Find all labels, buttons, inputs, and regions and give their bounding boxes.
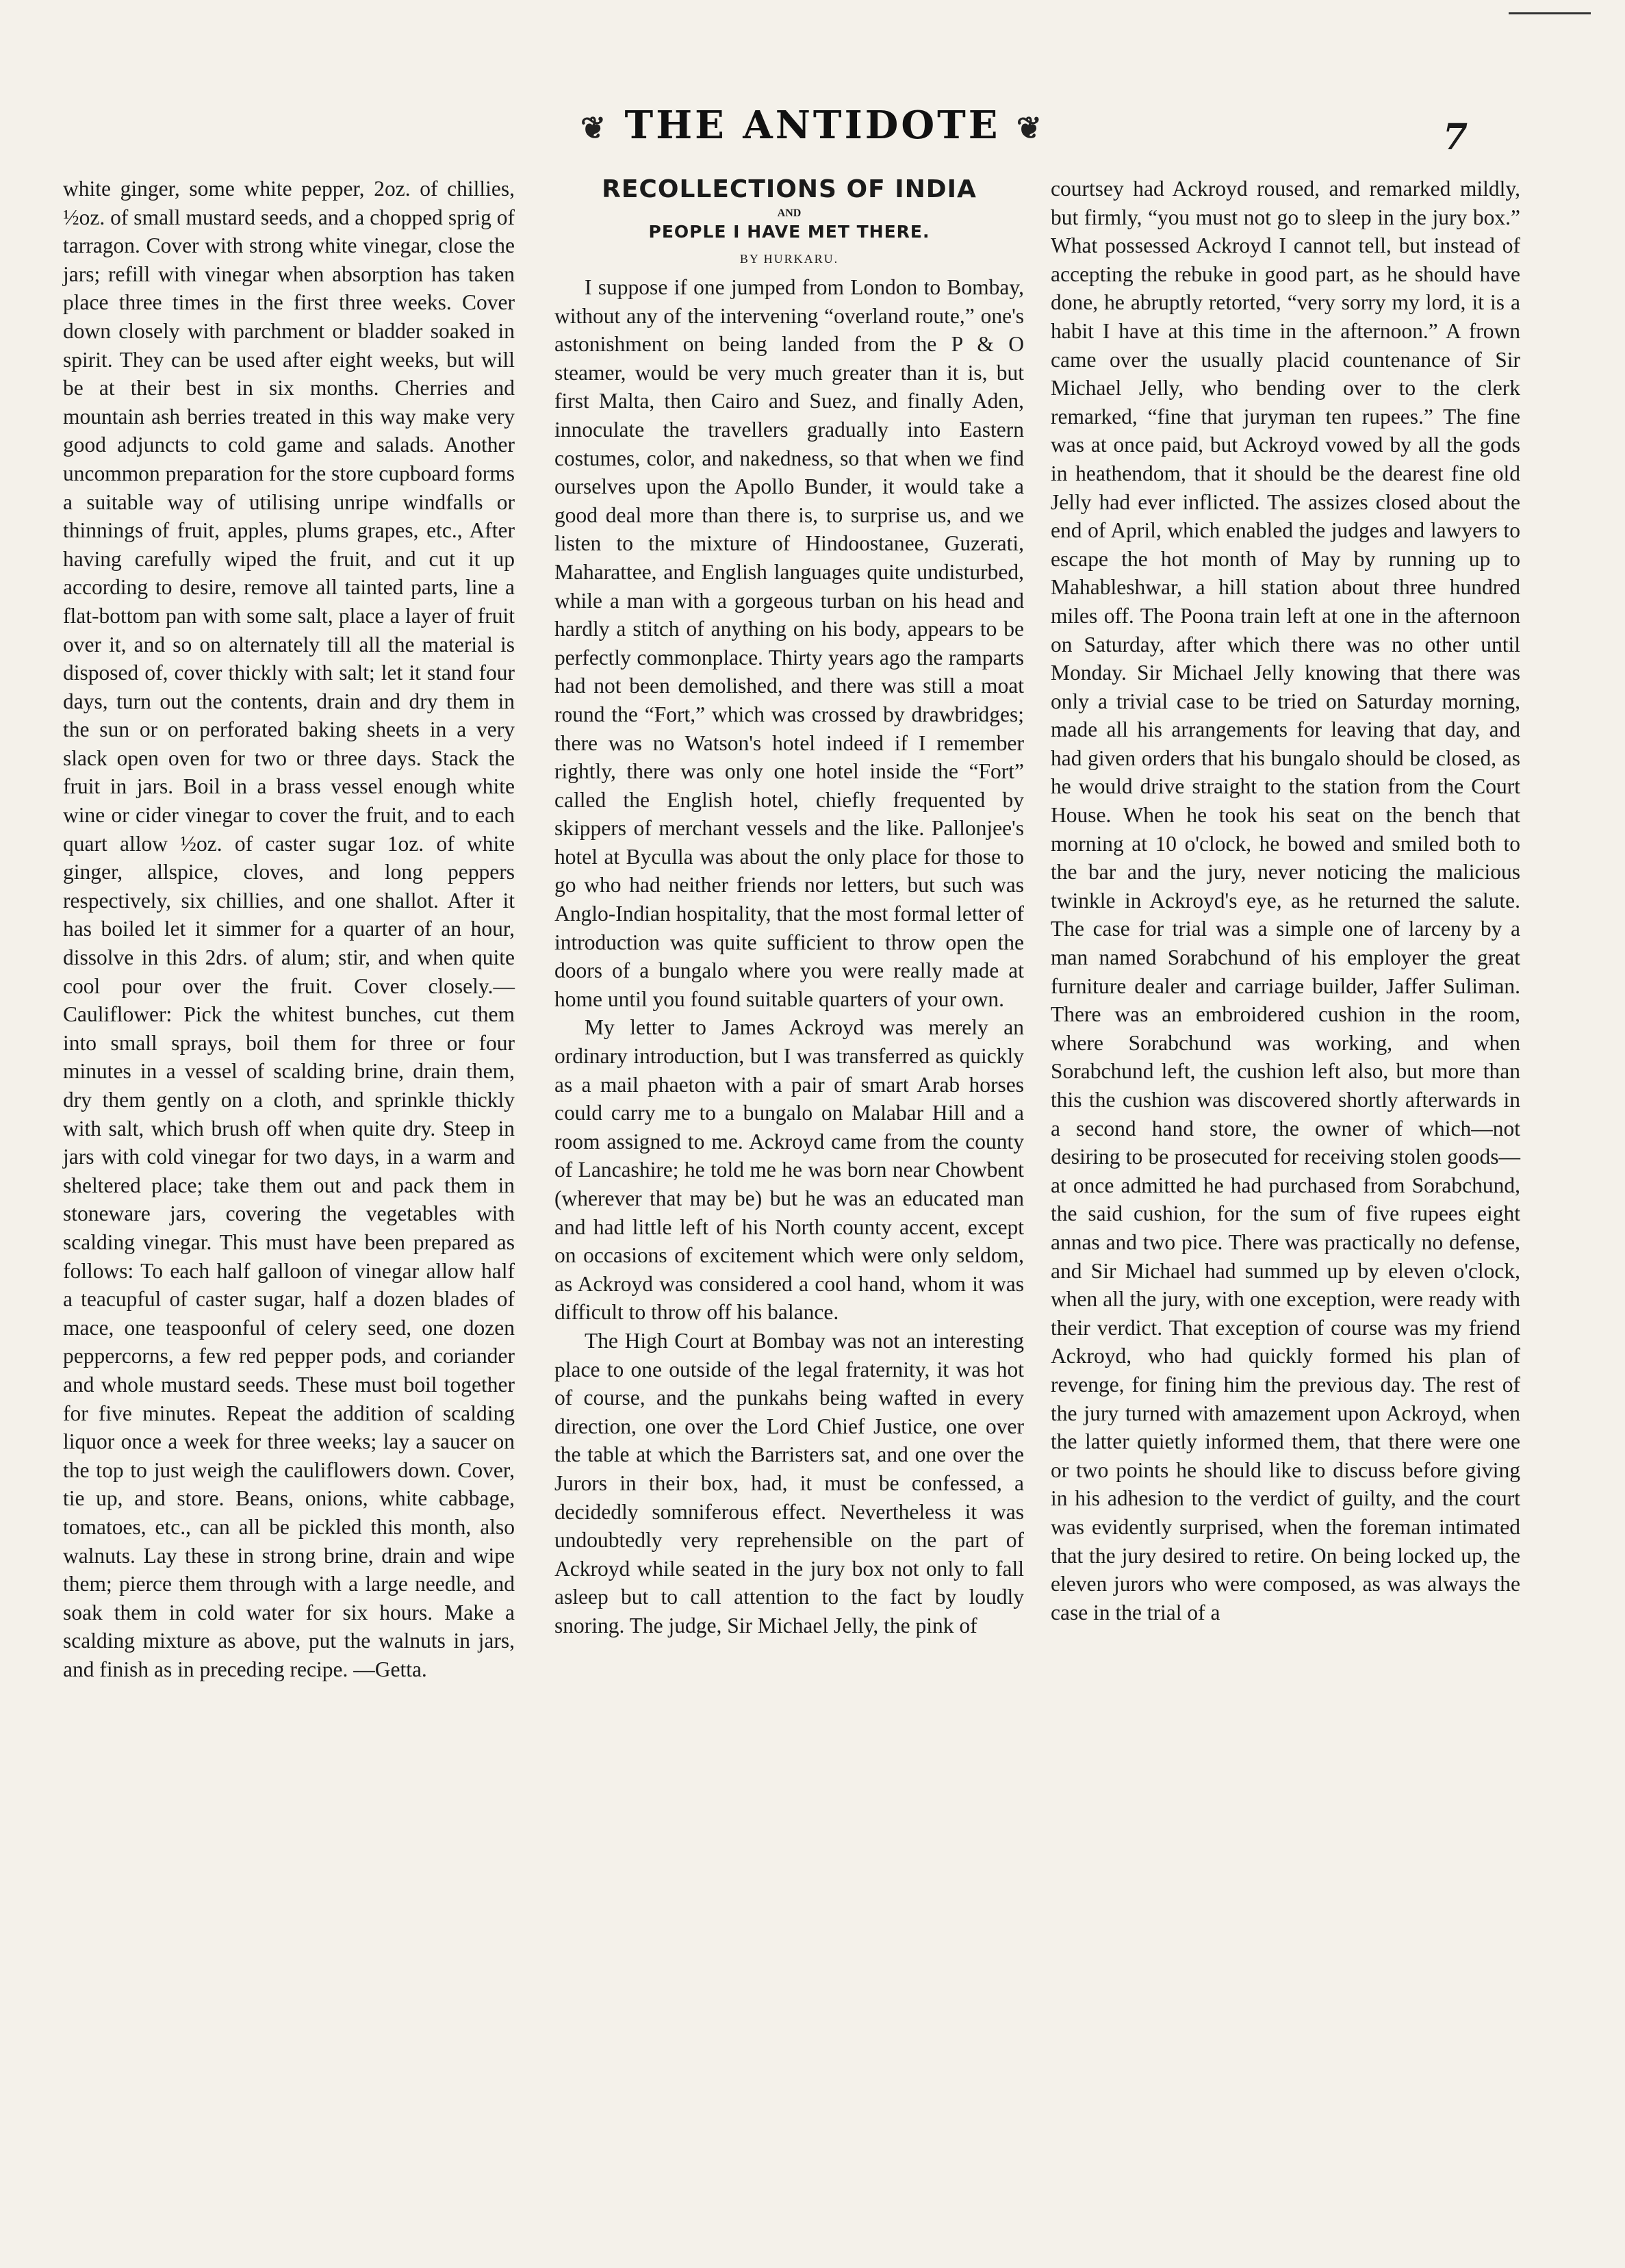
page-number: 7: [1442, 116, 1468, 158]
top-corner-rule: [1509, 12, 1591, 14]
masthead: [0, 103, 1625, 185]
article-paragraph: My letter to James Ackroyd was merely an ordinary introduction, but I was transferred as quickly as a mail phaeton with a pair of smart Arab horses could carry me to a bungalo on Malabar Hill and a room assigned to me. Ackroyd came from the county of Lancashire; he told me he was born near Chowbent (wherever that may be) but he was an educated man and had little left of his North county accent, except on occasions of excitement which were only seldom, as Ackroyd was considered a cool hand, whom it was difficult to throw off his balance.: [554, 1015, 1024, 1325]
column-article-continued: [1051, 175, 1520, 1627]
article-title-conjunction: AND: [777, 207, 802, 219]
article-paragraph: The High Court at Bombay was not an interesting place to one outside of the legal fraternity, it was hot of course, and the punkahs being wafted in every direction, one over the Lord Chief Justice, one over the table at which the Barristers sat, and one over the Jurors in their box, had, it must be confessed, a decidedly somniferous effect. Nevertheless it was undoubtedly very reprehensible on the part of Ackroyd while seated in the jury box not only to fall asleep but to call attention to the fact by loudly snoring. The judge, Sir Michael Jelly, the pink of: [554, 1328, 1024, 1638]
article-continued-text: courtsey had Ackroyd roused, and remarked mildly, but firmly, “you must not go to sleep in the jury box.” What possessed Ackroyd I cannot tell, but instead of accepting the rebuke in good part, as he should have done, he abruptly retorted, “very sorry my lord, it is a habit I have at this time in the afternoon.” A frown came over the usually placid countenance of Sir Michael Jelly, who bending over to the clerk remarked, “fine that juryman ten rupees.” The fine was at once paid, but Ackroyd vowed by all the gods in heathendom, that it should be the dearest fine old Jelly had ever inflicted. The assizes closed about the end of April, which enabled the judges and lawyers to escape the hot month of May by running up to Mahableshwar, a hill station about three hundred miles off. The Poona train left at one in the afternoon on Saturday, after which there was no other until Monday. Sir Michael Jelly knowing that there was only a trivial case to be tried on Saturday morning, made all his arrangements for leaving that day, and had given orders that his bungalo should be closed, as he would drive straight to the station from the Court House. When he took his seat on the bench that morning at 10 o'clock, he bowed and smiled both to the bar and the jury, never noticing the malicious twinkle in Ackroyd's eye, as he returned the salute. The case for trial was a simple one of larceny by a man named Sorabchund of his employer the great furniture dealer and carriage builder, Jaffer Suliman. There was an embroidered cushion in the room, where Sorabchund was working, and when Sorabchund left, the cushion left also, but more than this the cushion was discovered shortly afterwards in a second hand store, the owner of which—not desiring to be prosecuted for receiving stolen goods—at once admitted he had purchased from Sorabchund, the said cushion, for the sum of five rupees eight annas and two pice. There was practically no defense, and Sir Michael had summed up by eleven o'clock, when all the jury, with one exception, were ready with their verdict. That exception of course was my friend Ackroyd, who had quickly formed his plan of revenge, for fining him the previous day. The rest of the jury turned with amazement upon Ackroyd, when the latter quietly informed them, that there were one or two points he should like to discuss before giving in his adhesion to the verdict of guilty, and the court was evidently surprised, when the foreman intimated that the jury desired to retire. On being locked up, the eleven jurors who were composed, as was always the case in the trial of a: [1051, 177, 1520, 1624]
publication-title: THE ANTIDOTE: [624, 103, 1001, 148]
column-recipes: [63, 175, 515, 1683]
recipe-text: white ginger, some white pepper, 2oz. of chillies, ½oz. of small mustard seeds, and a chopped sprig of tarragon. Cover with strong white vinegar, close the jars; refill with vinegar when absorption has taken place three times in the first three weeks. Cover down closely with parchment or bladder soaked in spirit. They can be used after eight weeks, but will be at their best in six months. Cherries and mountain ash berries treated in this way make very good adjuncts to cold game and salads. Another uncommon preparation for the store cupboard forms a suitable way of utilising unripe windfalls or thinnings of fruit, apples, plums grapes, etc., After having carefully wiped the fruit, and cut it up according to desire, remove all tainted parts, line a flat-bottom pan with some salt, place a layer of fruit over it, and so on alternately till all the material is disposed of, cover thickly with salt; let it stand four days, turn out the contents, drain and dry them in the sun or on perforated baking sheets in a very slack open oven for two or three days. Stack the fruit in jars. Boil in a brass vessel enough white wine or cider vinegar to cover the fruit, and to each quart allow ½oz. of caster sugar 1oz. of white ginger, allspice, cloves, and long peppers respectively, six chillies, and one shallot. After it has boiled let it simmer for a quarter of an hour, dissolve in this 2drs. of alum; stir, and when quite cool pour over the fruit. Cover closely.—Cauliflower: Pick the whitest bunches, cut them into small sprays, boil them for three or four minutes in a vessel of scalding brine, drain them, dry them gently on a cloth, and sprinkle thickly with salt, which brush off when quite dry. Steep in jars with cold vinegar for two days, in a warm and sheltered place; take them out and pack them in stoneware jars, covering the vegetables with scalding vinegar. This must have been prepared as follows: To each half galloon of vinegar allow half a teacupful of caster sugar, half a dozen blades of mace, one teaspoonful of celery seed, one dozen peppercorns, a few red pepper pods, and coriander and whole mustard seeds. These must boil together for five minutes. Repeat the addition of scalding liquor once a week for three weeks; lay a saucer on the top to just weigh the cauliflowers down. Cover, tie up, and store. Beans, onions, white cabbage, tomatoes, etc., can all be pickled this month, also walnuts. Lay these in strong brine, drain and wipe them; pierce them through with a large needle, and soak them in cold water for six hours. Make a scalding mixture as above, put the walnuts in jars, and finish as in preceding recipe. —Getta.: [63, 177, 515, 1681]
right-ornament-icon: ❦: [1016, 111, 1045, 146]
article-paragraph: I suppose if one jumped from London to Bombay, without any of the intervening “overland route,” one's astonishment on being landed from the P & O steamer, would be very much greater than it is, but first Malta, then Cairo and Suez, and finally Aden, innoculate the travellers gradually into Eastern costumes, color, and nakedness, so that when we find ourselves upon the Apollo Bunder, it would take a good deal more than there is, to surprise us, and we listen to the mixture of Hindoostanee, Guzerati, Maharattee, and English languages quite undisturbed, while a man with a gorgeous turban on his head and hardly a stitch of anything on his body, appears to be perfectly commonplace. Thirty years ago the ramparts had not been demolished, and there was still a moat round the “Fort,” which was crossed by drawbridges; there was no Watson's hotel indeed if I remember rightly, there was only one hotel inside the “Fort” called the English hotel, chiefly frequented by skippers of merchant vessels and the like. Pallonjee's hotel at Byculla was about the only place for those to go who had neither friends nor letters, but such was Anglo-Indian hospitality, that the most formal letter of introduction was quite sufficient to throw open the doors of a bungalo where you were really made at home until you found suitable quarters of your own.: [554, 275, 1024, 1011]
article-byline: BY HURKARU.: [739, 252, 839, 266]
article-subtitle: PEOPLE I HAVE MET THERE.: [648, 222, 930, 242]
column-article-start: [554, 175, 1024, 1640]
masthead-title-group: [580, 103, 1045, 148]
left-ornament-icon: ❦: [580, 111, 609, 146]
article-title: RECOLLECTIONS OF INDIA: [602, 175, 977, 203]
